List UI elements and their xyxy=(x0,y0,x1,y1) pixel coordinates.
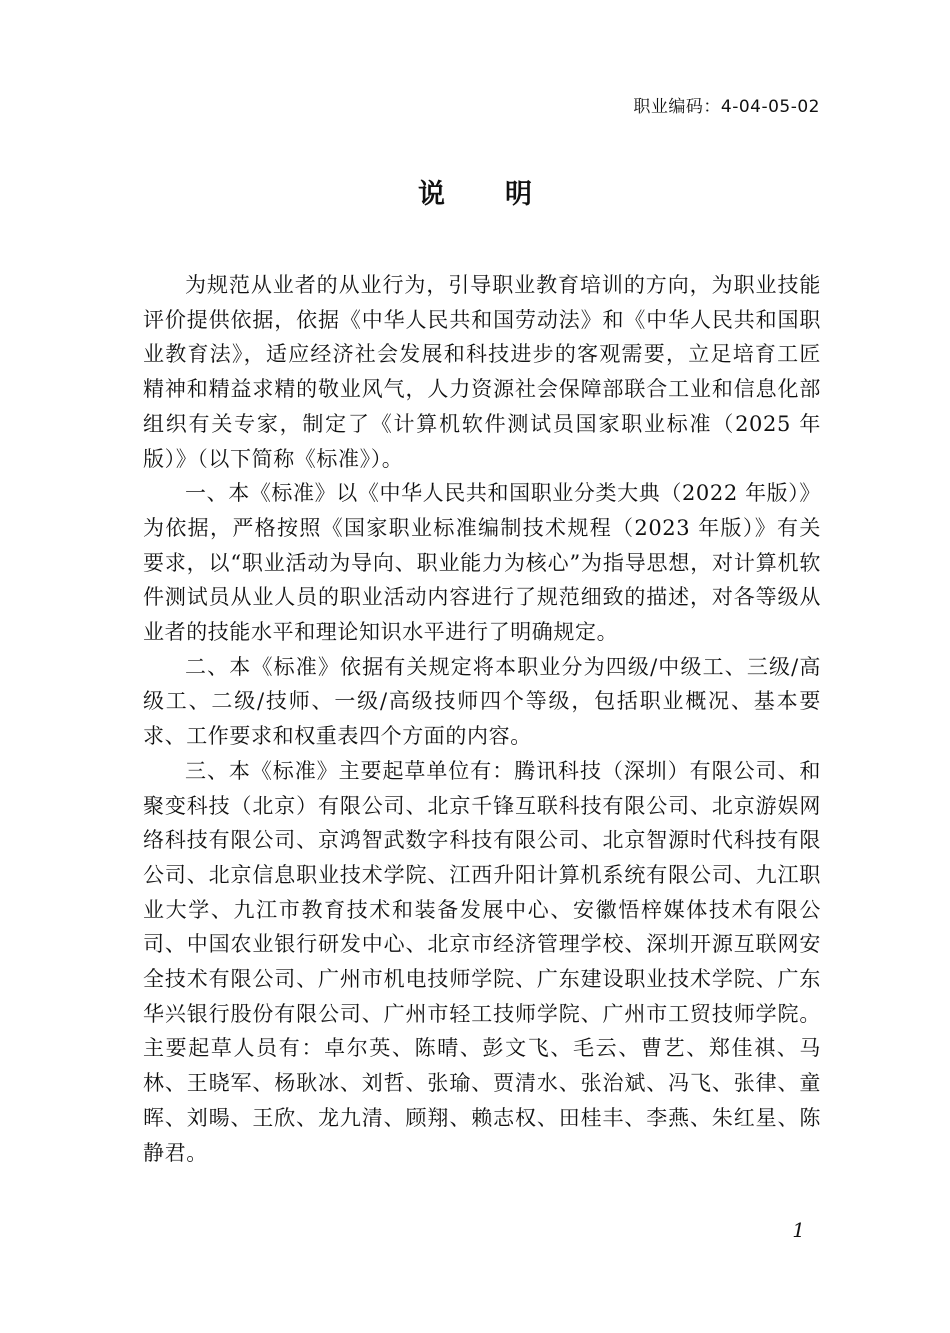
occupation-code: 职业编码：4-04-05-02 xyxy=(633,97,820,117)
paragraph-item-1: 一、本《标准》以《中华人民共和国职业分类大典（2022 年版）》为依据，严格按照《国家职业标准编制技术规程（2023 年版）》有关要求，以“职业活动为导向、职业能力为核心”为指导思想，对计算机软件测试员从业人员的职业活动内容进行了规范细致的描述，对各等级从业者的技能水平和理论知识水平进行了明确规定。 xyxy=(143,481,821,645)
page-title: 说明 xyxy=(418,179,592,210)
paragraph-intro: 为规范从业者的从业行为，引导职业教育培训的方向，为职业技能评价提供依据，依据《中华人民共和国劳动法》和《中华人民共和国职业教育法》，适应经济社会发展和科技进步的客观需要，立足培育工匠精神和精益求精的敬业风气，人力资源社会保障部联合工业和信息化部组织有关专家，制定了《计算机软件测试员国家职业标准（2025 年版）》（以下简称《标准》）。 xyxy=(143,273,821,471)
page-number: 1 xyxy=(792,1218,805,1242)
paragraph-item-2: 二、本《标准》依据有关规定将本职业分为四级/中级工、三级/高级工、二级/技师、一级/高级技师四个等级，包括职业概况、基本要求、工作要求和权重表四个方面的内容。 xyxy=(143,654,821,749)
paragraph-item-3: 三、本《标准》主要起草单位有：腾讯科技（深圳）有限公司、和聚变科技（北京）有限公司、北京千锋互联科技有限公司、北京游娱网络科技有限公司、京鸿智武数字科技有限公司、北京智源时代科技有限公司、北京信息职业技术学院、江西升阳计算机系统有限公司、九江职业大学、九江市教育技术和装备发展中心、安徽悟梓媒体技术有限公司、中国农业银行研发中心、北京市经济管理学校、深圳开源互联网安全技术有限公司、广州市机电技师学院、广东建设职业技术学院、广东华兴银行股份有限公司、广州市轻工技师学院、广州市工贸技师学院。主要起草人员有：卓尔英、陈晴、彭文飞、毛云、曹艺、郑佳祺、马林、王晓军、杨耿冰、刘哲、张瑜、贾清水、张治斌、冯飞、张律、童晖、刘暘、王欣、龙九清、顾翔、赖志权、田桂丰、李燕、朱红星、陈静君。 xyxy=(143,758,821,1165)
document-body xyxy=(143,268,821,1170)
